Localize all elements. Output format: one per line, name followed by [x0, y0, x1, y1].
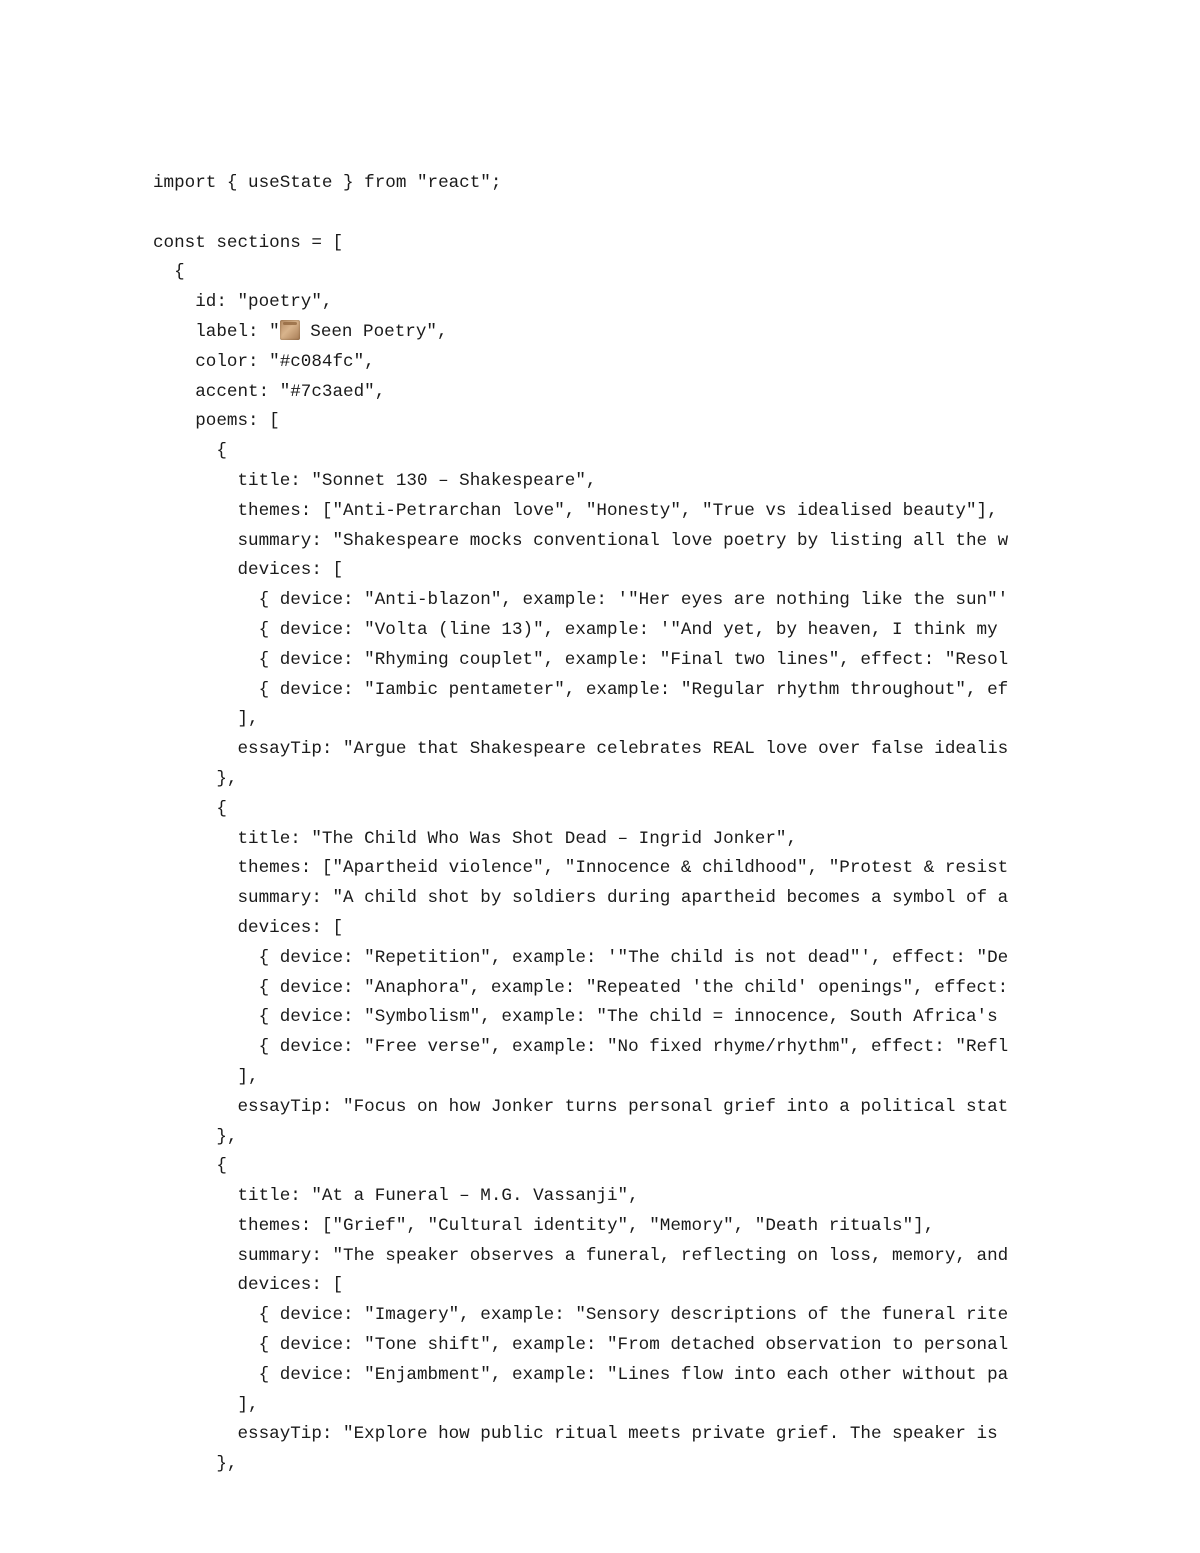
code-line-text: ],: [153, 1394, 259, 1415]
code-line-text: summary: "A child shot by soldiers during apartheid becomes a symbol of a: [153, 888, 1009, 909]
code-line-text: title: "The Child Who Was Shot Dead – Ingrid Jonker",: [153, 828, 798, 849]
code-line: [153, 169, 1067, 199]
code-line-text: import { useState } from "react";: [153, 173, 502, 193]
code-line-text: },: [153, 1126, 238, 1147]
code-line: [153, 1063, 1067, 1093]
code-line-text: },: [153, 768, 238, 789]
code-line-text: ],: [153, 709, 259, 730]
code-line: [153, 497, 1067, 527]
code-line-text: { device: "Enjambment", example: "Lines flow into each other without pa: [153, 1364, 1009, 1385]
code-line-text: essayTip: "Focus on how Jonker turns personal grief into a political stat: [153, 1096, 1009, 1117]
label-suffix-text: Seen Poetry",: [299, 321, 448, 342]
code-line: [153, 795, 1067, 825]
code-line: [153, 348, 1067, 378]
code-line-text: { device: "Rhyming couplet", example: "Final two lines", effect: "Resol: [153, 649, 1009, 670]
code-line-text: const sections = [: [153, 232, 344, 253]
code-line-text: { device: "Volta (line 13)", example: '"And yet, by heaven, I think my: [153, 619, 998, 640]
code-line: [153, 1212, 1067, 1242]
code-line: [153, 884, 1067, 914]
code-line: [153, 378, 1067, 408]
code-line: [153, 527, 1067, 557]
code-line-text: themes: ["Apartheid violence", "Innocence & childhood", "Protest & resist: [153, 858, 1009, 879]
scroll-icon: [280, 320, 300, 340]
code-line: [153, 437, 1067, 467]
code-line-text: { device: "Anti-blazon", example: '"Her eyes are nothing like the sun"': [153, 590, 1009, 611]
code-line: [153, 1301, 1067, 1331]
code-line: [153, 1123, 1067, 1153]
code-line: [153, 199, 1067, 229]
code-line: [153, 1182, 1067, 1212]
code-line: [153, 556, 1067, 586]
code-line-text: summary: "The speaker observes a funeral, reflecting on loss, memory, and: [153, 1245, 1009, 1266]
code-line-text: essayTip: "Explore how public ritual meets private grief. The speaker is: [153, 1424, 998, 1445]
code-line: [153, 1093, 1067, 1123]
code-line: [153, 854, 1067, 884]
code-line-text: devices: [: [153, 1275, 344, 1296]
code-line: [153, 676, 1067, 706]
code-line-text: themes: ["Grief", "Cultural identity", "Memory", "Death rituals"],: [153, 1215, 935, 1236]
code-line-text: { device: "Imagery", example: "Sensory descriptions of the funeral rite: [153, 1305, 1009, 1326]
code-line: [153, 974, 1067, 1004]
code-line: [153, 765, 1067, 795]
code-line-text: { device: "Tone shift", example: "From detached observation to personal: [153, 1335, 1009, 1356]
code-line: [153, 318, 1067, 348]
code-line: [153, 825, 1067, 855]
code-line: [153, 1450, 1067, 1480]
code-line: [153, 586, 1067, 616]
code-line: [153, 229, 1067, 259]
code-line-text: id: "poetry",: [153, 292, 333, 313]
code-line-text: themes: ["Anti-Petrarchan love", "Honesty", "True vs idealised beauty"],: [153, 500, 998, 521]
code-line-text: {: [153, 262, 185, 283]
code-line-text: },: [153, 1454, 238, 1475]
code-line: [153, 1152, 1067, 1182]
code-line-text: { device: "Iambic pentameter", example: "Regular rhythm throughout", ef: [153, 679, 1009, 700]
code-line-text: ],: [153, 1066, 259, 1087]
code-line: [153, 735, 1067, 765]
code-line-text: title: "Sonnet 130 – Shakespeare",: [153, 470, 597, 491]
code-line: [153, 1331, 1067, 1361]
code-line: [153, 1361, 1067, 1391]
code-line: [153, 1271, 1067, 1301]
code-line-text: label: ": [153, 321, 280, 342]
code-line-text: {: [153, 441, 227, 462]
code-line-text: summary: "Shakespeare mocks conventional love poetry by listing all the w: [153, 530, 1009, 551]
code-line-text: devices: [: [153, 917, 344, 938]
code-line-text: { device: "Symbolism", example: "The child = innocence, South Africa's: [153, 1007, 998, 1028]
code-line-text: poems: [: [153, 411, 280, 432]
code-line: [153, 1003, 1067, 1033]
code-line: [153, 288, 1067, 318]
code-line: [153, 1420, 1067, 1450]
code-line: [153, 1242, 1067, 1272]
code-line: [153, 616, 1067, 646]
code-line: [153, 646, 1067, 676]
code-line-text: {: [153, 798, 227, 819]
code-line: [153, 705, 1067, 735]
code-line: [153, 944, 1067, 974]
code-line: [153, 258, 1067, 288]
code-line-text: accent: "#7c3aed",: [153, 381, 386, 402]
code-listing: [153, 169, 1067, 1480]
code-line: [153, 467, 1067, 497]
code-line: [153, 1391, 1067, 1421]
code-line-text: { device: "Anaphora", example: "Repeated 'the child' openings", effect:: [153, 977, 1009, 998]
code-line-text: { device: "Repetition", example: '"The child is not dead"', effect: "De: [153, 947, 1009, 968]
code-line-text: { device: "Free verse", example: "No fixed rhyme/rhythm", effect: "Refl: [153, 1037, 1009, 1058]
code-line-text: {: [153, 1156, 227, 1177]
code-line-text: color: "#c084fc",: [153, 351, 375, 372]
code-line-text: title: "At a Funeral – M.G. Vassanji",: [153, 1186, 639, 1207]
code-line-text: essayTip: "Argue that Shakespeare celebrates REAL love over false idealis: [153, 739, 1009, 760]
code-line: [153, 914, 1067, 944]
code-line-text: devices: [: [153, 560, 344, 581]
code-line: [153, 407, 1067, 437]
code-line: [153, 1033, 1067, 1063]
